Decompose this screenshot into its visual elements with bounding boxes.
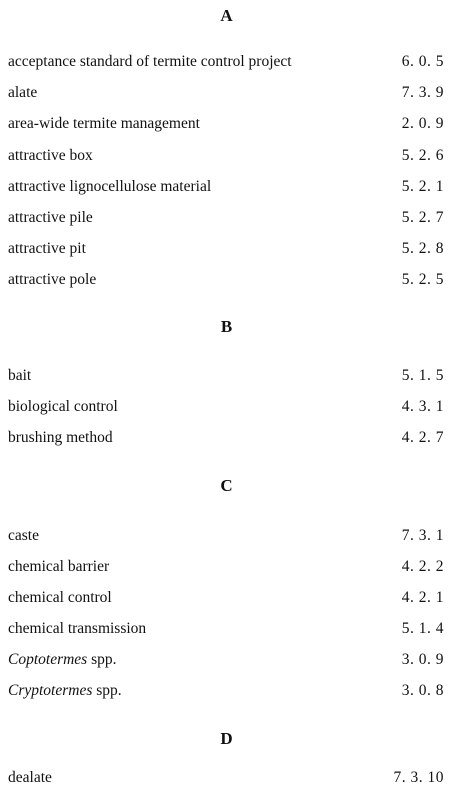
dot-leader [102,270,396,290]
dot-leader [45,526,396,546]
index-entry [8,177,444,197]
dot-leader [118,588,396,608]
index-entry [8,270,444,290]
index-reference: 5. 1. 4 [401,620,444,637]
index-reference: 4. 2. 2 [401,558,444,575]
index-reference: 2. 0. 9 [401,115,444,132]
species-suffix: spp. [87,651,117,668]
dot-leader [152,619,396,639]
species-suffix: spp. [92,682,122,699]
index-term: chemical barrier [8,558,110,575]
index-reference: 5. 2. 5 [401,271,444,288]
index-term: chemical transmission [8,620,147,637]
index-reference: 7. 3. 10 [393,769,444,786]
section-heading-a: A [220,6,233,25]
index-reference: 5. 2. 8 [401,240,444,257]
index-entry [8,239,444,259]
index-entry [8,619,444,639]
index-reference: 4. 3. 1 [401,398,444,415]
index-reference: 5. 2. 7 [401,209,444,226]
dot-leader [128,681,396,701]
index-entry [8,114,444,134]
index-reference: 5. 2. 6 [401,147,444,164]
index-term [8,650,117,670]
index-reference: 7. 3. 1 [401,527,444,544]
genus-name: Coptotermes [8,651,88,668]
index-term: bait [8,367,32,384]
dot-leader [37,366,396,386]
index-entry [8,52,444,72]
index-entry [8,557,444,577]
dot-leader [115,557,396,577]
dot-leader [123,650,396,670]
index-term: attractive pile [8,209,93,226]
index-entry [8,526,444,546]
index-reference: 6. 0. 5 [401,53,444,70]
section-heading-b: B [220,317,233,336]
index-entry [8,588,444,608]
dot-leader [298,52,396,72]
index-entry [8,208,444,228]
index-entry [8,397,444,417]
index-term: attractive pit [8,240,86,257]
index-reference: 5. 2. 1 [401,178,444,195]
index-reference: 7. 3. 9 [401,84,444,101]
index-entry [8,768,444,788]
index-reference: 3. 0. 9 [401,651,444,668]
dot-leader [119,428,396,448]
index-entry [8,650,444,670]
index-term: biological control [8,398,118,415]
index-reference: 4. 2. 1 [401,589,444,606]
index-term [8,681,122,701]
dot-leader [43,83,395,103]
index-term: chemical control [8,589,112,606]
dot-leader [206,114,396,134]
index-entry [8,146,444,166]
dot-leader [92,239,396,259]
index-entry [8,428,444,448]
index-entry [8,366,444,386]
dot-leader [99,146,396,166]
index-entry [8,681,444,701]
index-term: attractive box [8,147,93,164]
index-term: caste [8,527,39,544]
index-term: brushing method [8,429,113,446]
genus-name: Cryptotermes [8,682,93,699]
dot-leader [99,208,396,228]
dot-leader [58,768,388,788]
section-heading-c: C [220,476,233,495]
index-entry [8,83,444,103]
section-heading-d: D [220,729,233,748]
index-reference: 4. 2. 7 [401,429,444,446]
index-term: attractive lignocellulose material [8,178,212,195]
index-term: alate [8,84,38,101]
dot-leader [124,397,396,417]
index-reference: 3. 0. 8 [401,682,444,699]
index-term: area-wide termite management [8,115,200,132]
index-term: attractive pole [8,271,97,288]
dot-leader [217,177,396,197]
index-term: acceptance standard of termite control project [8,53,292,70]
index-term: dealate [8,769,52,786]
index-reference: 5. 1. 5 [401,367,444,384]
